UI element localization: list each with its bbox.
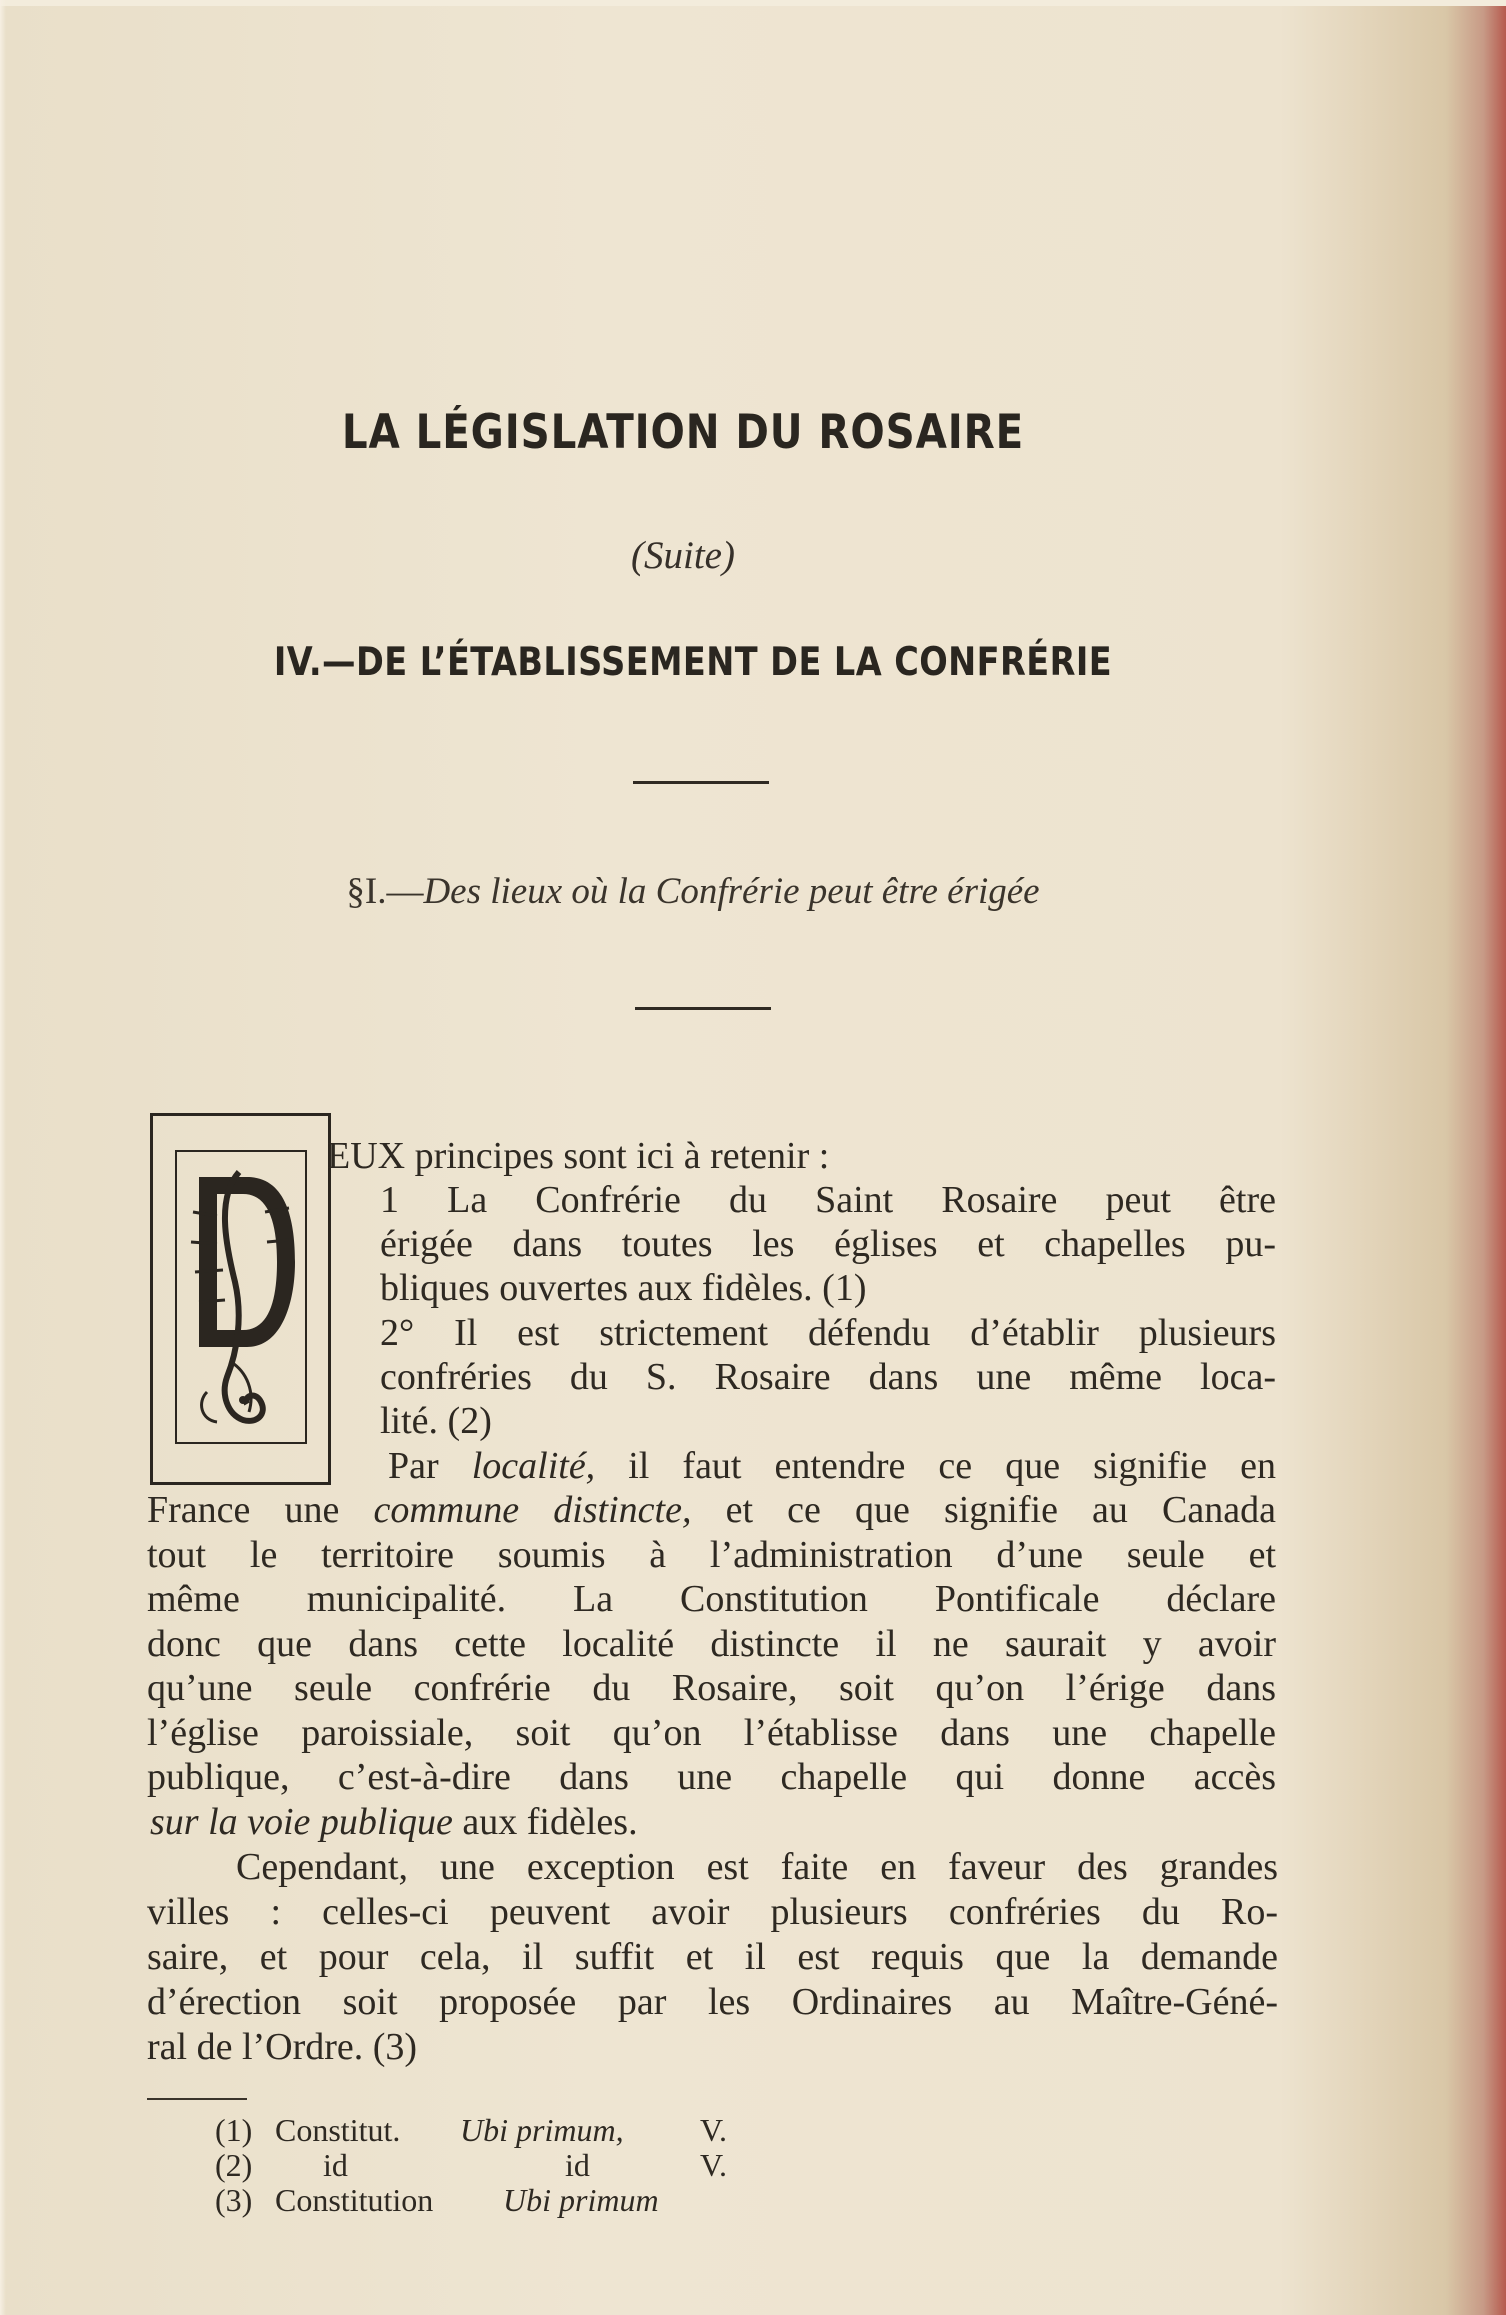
text-line: d’érection soit proposée par les Ordinaires au Maître-Géné- xyxy=(147,1981,1278,2023)
text-line: qu’une seule confrérie du Rosaire, soit qu’on l’érige dans xyxy=(147,1667,1276,1709)
text-line: publique, c’est-à-dire dans une chapelle qui donne accès xyxy=(147,1756,1276,1798)
text-line: France une commune distincte, et ce que signifie au Canada xyxy=(147,1489,1276,1531)
subsection-heading xyxy=(0,870,1386,913)
divider-rule xyxy=(635,1007,771,1010)
text-line: Cependant, une exception est faite en faveur des grandes xyxy=(236,1846,1278,1888)
text-line: érigée dans toutes les églises et chapelles pu- xyxy=(380,1223,1276,1265)
drop-cap-letter-d xyxy=(175,1150,307,1444)
text-line: 1 La Confrérie du Saint Rosaire peut être xyxy=(380,1179,1276,1221)
page-edge xyxy=(0,0,1506,6)
chapter-title: LA LÉGISLATION DU ROSAIRE xyxy=(341,405,1025,460)
text-line: sur la voie publique aux fidèles. xyxy=(150,1801,638,1843)
book-page: LA LÉGISLATION DU ROSAIRE (Suite) IV.—DE L’ÉTABLISSEMENT DE LA CONFRÉRIE §I.—Des lieux où la Confrérie peut être érigée EUX principes sont ici à retenir : 1 La Confrérie du Saint Rosaire peut être érigée dans toutes les églises et chapelles pu- bliques ouvertes aux fidèles. (1) 2° Il est strictement défendu d’établir plusieurs confréries du S. Rosaire dans une même loca- lité. (2) Par localité, il faut entendre ce que signifie en France une commune distincte, et ce que signifie au Canada tout le territoire soumis à l’administration d’une seule et même municipalité. La Constitution Pontificale déclare donc que dans cette localité distincte il ne saurait y avoir qu’une seule confrérie du Rosaire, soit qu’on l’érige dans l’église paroissiale, soit qu’on l’établisse dans une chapelle publique, c’est-à-dire dans une chapelle qui donne accès sur la voie publique aux fidèles. Cependant, une exception est faite en faveur des grandes villes : celles-ci peuvent avoir plusieurs confréries du Ro- saire, et pour cela, il suffit et il est requis que la demande d’érection soit proposée par les Ordinaires au Maître-Géné- ral de l’Ordre. (3) (1) Constitut. Ubi primum, V. (2) id id V. (3) Constitution Ubi primum xyxy=(0,0,1506,2315)
text-line: bliques ouvertes aux fidèles. (1) xyxy=(380,1267,867,1309)
text-line: villes : celles-ci peuvent avoir plusieurs confréries du Ro- xyxy=(147,1891,1278,1933)
text-line: donc que dans cette localité distincte il ne saurait y avoir xyxy=(147,1623,1276,1665)
text-line: Par localité, il faut entendre ce que signifie en xyxy=(388,1445,1277,1487)
subsection-title: Des lieux où la Confrérie peut être érigée xyxy=(423,871,1040,912)
section-heading: IV.—DE L’ÉTABLISSEMENT DE LA CONFRÉRIE xyxy=(273,640,1113,685)
text-line: même municipalité. La Constitution Pontificale déclare xyxy=(147,1578,1276,1620)
divider-rule xyxy=(633,781,769,784)
text-line: EUX principes sont ici à retenir : xyxy=(327,1135,830,1177)
text-line: tout le territoire soumis à l’administration d’une seule et xyxy=(147,1534,1276,1576)
drop-cap-frame xyxy=(150,1113,331,1485)
dolphin-ornament-icon xyxy=(177,1152,305,1442)
text-line: saire, et pour cela, il suffit et il est requis que la demande xyxy=(147,1936,1278,1978)
text-line: ral de l’Ordre. (3) xyxy=(147,2026,418,2068)
subsection-number: §I.— xyxy=(346,871,424,912)
text-line: confréries du S. Rosaire dans une même loca- xyxy=(380,1356,1276,1398)
text-line: lité. (2) xyxy=(380,1400,492,1442)
suite-label: (Suite) xyxy=(631,534,735,577)
page-gutter xyxy=(0,0,6,2315)
text-line: l’église paroissiale, soit qu’on l’établisse dans une chapelle xyxy=(147,1712,1276,1754)
footnote-rule xyxy=(147,2098,247,2100)
text-line: 2° Il est strictement défendu d’établir plusieurs xyxy=(380,1312,1276,1354)
